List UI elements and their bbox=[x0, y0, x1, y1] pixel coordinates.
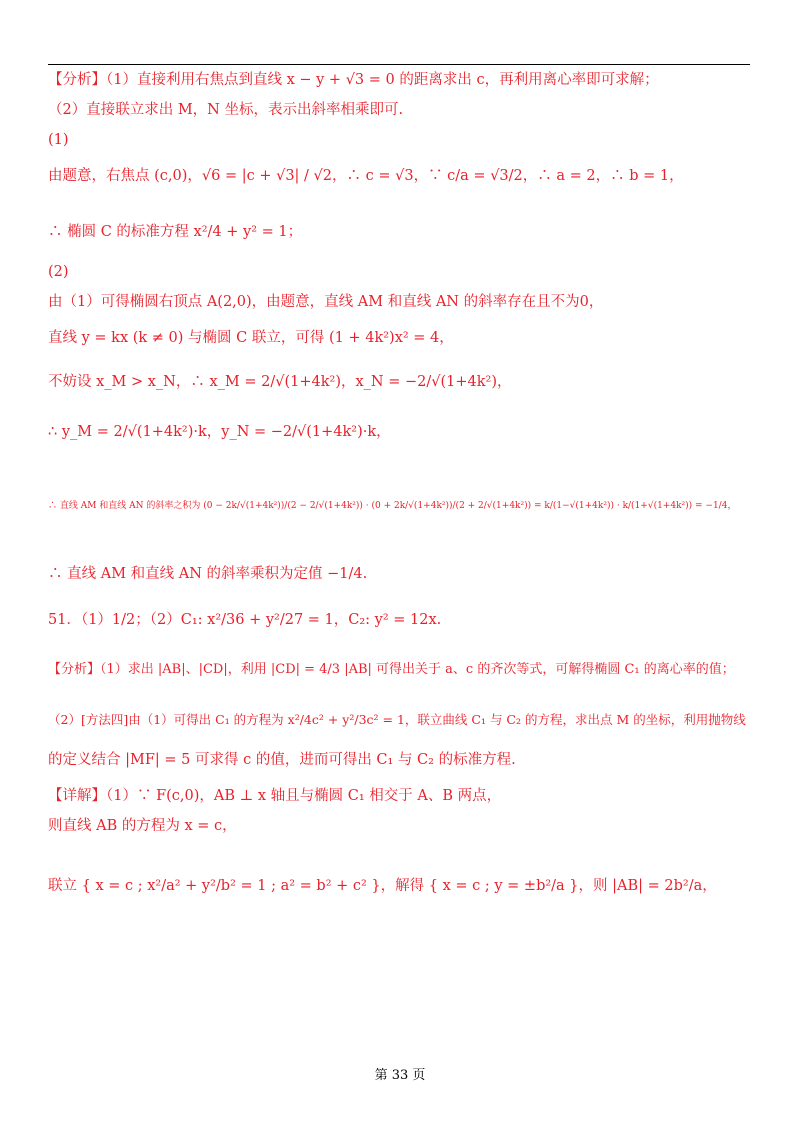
text-line: ∴ 直线 AM 和直线 AN 的斜率之积为 (0 − 2k/√(1+4k²))/(2 − 2/√(1+4k²)) · (0 + 2k/√(1+4k²))/(2 + 2/√(1+4k²)) = k/(1−√(1+4k²)) · k/(1+√(1+4k²)) = −1/4， bbox=[48, 501, 737, 511]
text-line: (2) bbox=[48, 264, 69, 280]
text-line: 联立 { x = c ; x²/a² + y²/b² = 1 ; a² = b² + c² }，解得 { x = c ; y = ±b²/a }，则 |AB| = 2b²/a， bbox=[48, 878, 717, 894]
page-number: 第 33 页 bbox=[374, 1068, 426, 1083]
text-line: 【分析】（1）直接利用右焦点到直线 x − y + √3 = 0 的距离求出 c，再利用离心率即可求解； bbox=[48, 72, 659, 88]
text-line: 由（1）可得椭圆右顶点 A(2,0)，由题意，直线 AM 和直线 AN 的斜率存在且不为0， bbox=[48, 294, 604, 310]
text-line: 由题意，右焦点 (c,0)，√6 = |c + √3| / √2，∴ c = √3，∵ c/a = √3/2，∴ a = 2，∴ b = 1， bbox=[48, 168, 684, 184]
text-line: ∴ y_M = 2/√(1+4k²)·k，y_N = −2/√(1+4k²)·k， bbox=[48, 424, 391, 440]
text-line: ∴ 椭圆 C 的标准方程 x²/4 + y² = 1； bbox=[48, 224, 303, 240]
text-line: 51．（1）1/2；（2）C₁: x²/36 + y²/27 = 1，C₂: y² = 12x. bbox=[48, 612, 442, 628]
text-line: 不妨设 x_M > x_N，∴ x_M = 2/√(1+4k²)，x_N = −2/√(1+4k²)， bbox=[48, 374, 512, 390]
header-rule bbox=[48, 64, 750, 65]
text-line: ∴ 直线 AM 和直线 AN 的斜率乘积为定值 −1/4. bbox=[48, 566, 368, 582]
text-line: （2）直接联立求出 M，N 坐标，表示出斜率相乘即可. bbox=[48, 102, 404, 118]
text-line: 【分析】（1）求出 |AB|、|CD|，利用 |CD| = 4/3 |AB| 可得出关于 a、c 的齐次等式，可解得椭圆 C₁ 的离心率的值； bbox=[48, 662, 735, 677]
text-line: 则直线 AB 的方程为 x = c， bbox=[48, 818, 237, 834]
text-line: (1) bbox=[48, 132, 69, 148]
text-line: （2）[方法四]由（1）可得出 C₁ 的方程为 x²/4c² + y²/3c² = 1，联立曲线 C₁ 与 C₂ 的方程，求出点 M 的坐标，利用抛物线 bbox=[48, 712, 746, 727]
text-line: 【详解】（1）∵ F(c,0)，AB ⊥ x 轴且与椭圆 C₁ 相交于 A、B 两点， bbox=[48, 788, 502, 804]
text-line: 直线 y = kx (k ≠ 0) 与椭圆 C 联立，可得 (1 + 4k²)x² = 4， bbox=[48, 330, 454, 346]
text-line: 的定义结合 |MF| = 5 可求得 c 的值，进而可得出 C₁ 与 C₂ 的标准方程. bbox=[48, 752, 516, 768]
